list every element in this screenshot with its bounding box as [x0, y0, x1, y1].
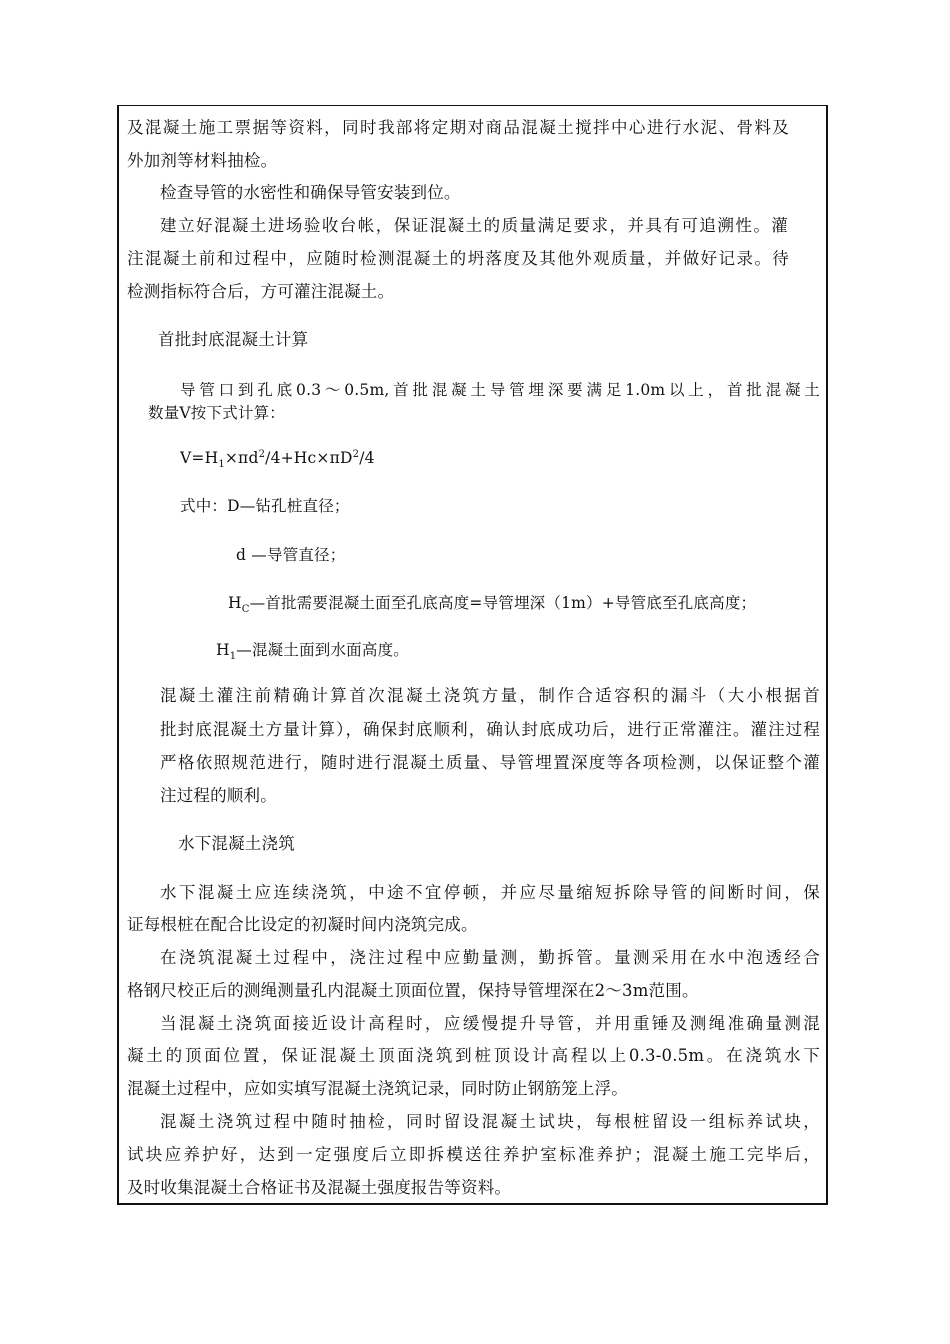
paragraph-4-line-1: 导管口到孔底0.3～0.5m,首批混凝土导管埋深要满足1.0m以上，首批混凝土 — [180, 381, 820, 399]
paragraph-3-line-3: 检测指标符合后，方可灌注混凝土。 — [127, 282, 395, 301]
paragraph-9-line-3: 及时收集混凝土合格证书及混凝土强度报告等资料。 — [127, 1178, 512, 1197]
paragraph-8-line-2: 凝土的顶面位置，保证混凝土顶面浇筑到桩顶设计高程以上0.3-0.5m。在浇筑水下 — [127, 1046, 820, 1065]
paragraph-5-line-4: 注过程的顺利。 — [160, 786, 277, 805]
paragraph-3-line-1: 建立好混凝土进场验收台帐，保证混凝土的质量满足要求，并具有可追溯性。灌 — [160, 216, 788, 235]
paragraph-9-line-1: 混凝土浇筑过程中随时抽检，同时留设混凝土试块，每根桩留设一组标养试块， — [160, 1112, 820, 1131]
paragraph-5-line-3: 严格依照规范进行，随时进行混凝土质量、导管埋置深度等各项检测，以保证整个灌 — [160, 753, 820, 772]
paragraph-8-line-3: 混凝土过程中，应如实填写混凝土浇筑记录，同时防止钢筋笼上浮。 — [127, 1079, 628, 1098]
definition-hc: $H_C—$首批需要混凝土面至孔底高度=导管埋深（1m）+导管底至孔底高度； — [228, 594, 757, 616]
section-heading-underwater-pouring: 水下混凝土浇筑 — [178, 834, 295, 853]
paragraph-6-line-1: 水下混凝土应连续浇筑，中途不宜停顿，并应尽量缩短拆除导管的间断时间，保 — [160, 883, 820, 902]
paragraph-2-line-1: 检查导管的水密性和确保导管安装到位。 — [160, 183, 461, 202]
paragraph-8-line-1: 当混凝土浇筑面接近设计高程时，应缓慢提升导管，并用重锤及测绳准确量测混 — [160, 1014, 820, 1033]
section-heading-first-batch: 首批封底混凝土计算 — [158, 330, 309, 349]
definition-d-pipe: d —导管直径； — [236, 546, 346, 564]
paragraph-3-line-2: 注混凝土前和过程中，应随时检测混凝土的坍落度及其他外观质量，并做好记录。待 — [127, 249, 789, 268]
paragraph-4-line-2: 数量V按下式计算： — [148, 404, 285, 422]
paragraph-7-line-1: 在浇筑混凝土过程中，浇注过程中应勤量测，勤拆管。量测采用在水中泡透经合 — [160, 948, 820, 967]
paragraph-9-line-2: 试块应养护好，达到一定强度后立即拆模送往养护室标准养护；混凝土施工完毕后， — [127, 1145, 820, 1164]
paragraph-1-line-1: 及混凝土施工票据等资料，同时我部将定期对商品混凝土搅拌中心进行水泥、骨料及 — [127, 118, 789, 137]
paragraph-1-line-2: 外加剂等材料抽检。 — [127, 151, 278, 170]
paragraph-5-line-2: 批封底混凝土方量计算），确保封底顺利，确认封底成功后，进行正常灌注。灌注过程 — [160, 720, 820, 739]
definition-d-pile: 式中：D—钻孔桩直径； — [180, 497, 350, 515]
paragraph-6-line-2: 证每根桩在配合比设定的初凝时间内浇筑完成。 — [127, 915, 478, 934]
volume-formula: $V=H_1\times\pi d^2/4+Hc\times\pi D^2/4$ — [180, 448, 375, 471]
paragraph-7-line-2: 格钢尺校正后的测绳测量孔内混凝土顶面位置，保持导管埋深在2～3m范围。 — [127, 981, 699, 1000]
paragraph-5-line-1: 混凝土灌注前精确计算首次混凝土浇筑方量，制作合适容积的漏斗（大小根据首 — [160, 686, 820, 705]
definition-h1: $H_1—$混凝土面到水面高度。 — [216, 641, 409, 663]
